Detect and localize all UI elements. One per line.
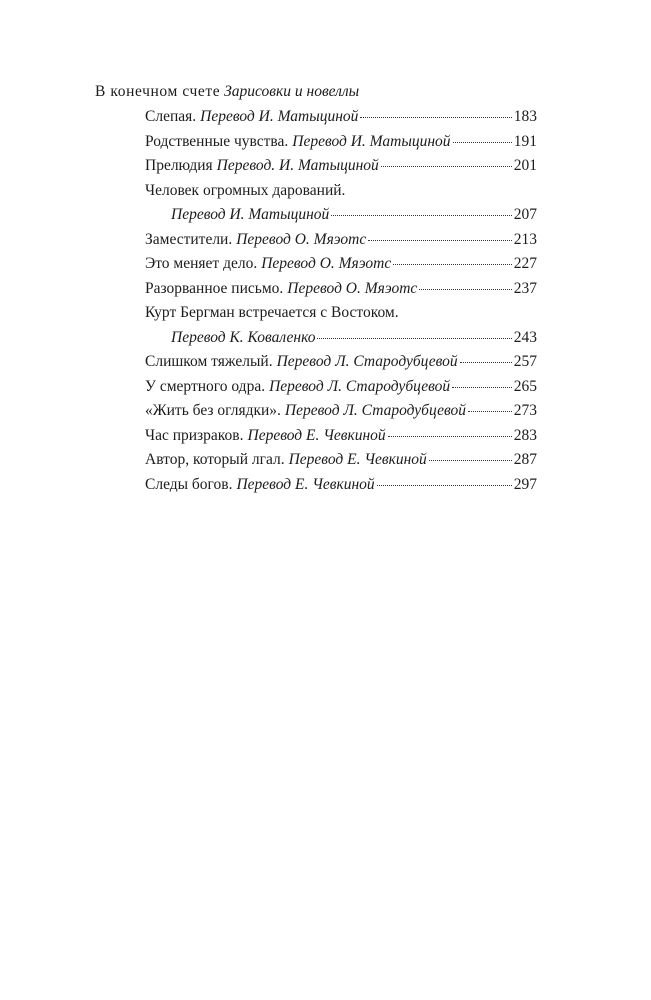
entry-translator: Перевод Л. Стародубцевой	[269, 377, 451, 395]
entry-page-number: 297	[513, 475, 537, 493]
entry-translator: Перевод Е. Чевкиной	[288, 451, 427, 468]
toc-entry-4-line-1	[145, 179, 537, 204]
entry-title: Слепая.	[145, 108, 197, 125]
entry-page-number: 273	[513, 402, 537, 419]
entry-title: «Жить без оглядки».	[145, 402, 281, 419]
entry-translator: Перевод Л. Стародубцевой	[284, 402, 466, 419]
entry-page-number: 201	[513, 157, 537, 174]
entry-title: Прелюдия	[145, 157, 213, 174]
entry-title: Слишком тяжелый.	[145, 353, 273, 370]
toc-entry-5	[145, 228, 537, 253]
section-subtitle: Зарисовки и новеллы	[224, 83, 360, 100]
section-heading	[95, 81, 359, 103]
entry-page-number: 283	[513, 426, 537, 444]
entry-translator: Перевод Л. Стародубцевой	[276, 353, 458, 370]
dot-leader	[381, 166, 512, 167]
dot-leader	[331, 215, 511, 216]
toc-entry-10	[145, 375, 537, 400]
toc-entry-12	[145, 424, 537, 449]
entry-title: Человек огромных дарований.	[145, 181, 346, 199]
entry-translator: Перевод К. Коваленко	[171, 328, 316, 346]
entry-translator: Перевод О. Мяэотс	[261, 255, 392, 272]
entry-page-number: 287	[513, 451, 537, 468]
entry-page-number: 243	[513, 328, 537, 346]
entry-title: Заместители.	[145, 230, 233, 248]
dot-leader	[419, 289, 511, 290]
entry-title: Разорванное письмо.	[145, 279, 284, 297]
entry-translator: Перевод. И. Матыциной	[216, 157, 379, 174]
entry-translator: Перевод Е. Чевкиной	[247, 426, 386, 444]
entry-page-number: 257	[513, 353, 537, 370]
toc-entry-3	[145, 154, 537, 179]
entry-page-number: 183	[513, 108, 537, 125]
dot-leader	[460, 362, 512, 363]
entry-page-number: 191	[513, 132, 537, 150]
entry-title: Это меняет дело.	[145, 255, 258, 272]
section-title: В конечном счете	[95, 83, 221, 100]
entry-title: Курт Бергман встречается с Востоком.	[145, 304, 399, 321]
toc-entry-14	[145, 473, 537, 498]
entry-translator: Перевод И. Матыциной	[171, 206, 330, 223]
entry-translator: Перевод О. Мяэотс	[236, 230, 367, 248]
entry-translator: Перевод И. Матыциной	[292, 132, 451, 150]
entry-title: У смертного одра.	[145, 377, 266, 395]
entry-translator: Перевод О. Мяэотс	[287, 279, 418, 297]
dot-leader	[388, 436, 512, 437]
table-of-contents	[145, 105, 537, 497]
entry-page-number: 227	[513, 255, 537, 272]
entry-translator: Перевод И. Матыциной	[200, 108, 359, 125]
dot-leader	[377, 485, 512, 486]
entry-title: Автор, который лгал.	[145, 451, 285, 468]
toc-entry-7	[145, 277, 537, 302]
dot-leader	[453, 142, 512, 143]
dot-leader	[468, 411, 512, 412]
entry-page-number: 265	[513, 377, 537, 395]
toc-entry-11	[145, 399, 537, 424]
dot-leader	[393, 264, 512, 265]
dot-leader	[429, 460, 512, 461]
toc-entry-8-line-2	[145, 326, 537, 351]
entry-title: Час призраков.	[145, 426, 244, 444]
entry-translator: Перевод Е. Чевкиной	[236, 475, 375, 493]
entry-page-number: 237	[513, 279, 537, 297]
toc-entry-1	[145, 105, 537, 130]
toc-entry-9	[145, 350, 537, 375]
dot-leader	[317, 338, 511, 339]
dot-leader	[368, 240, 512, 241]
entry-page-number: 213	[513, 230, 537, 248]
entry-title: Родственные чувства.	[145, 132, 289, 150]
toc-entry-8-line-1	[145, 301, 537, 326]
entry-page-number: 207	[513, 206, 537, 223]
dot-leader	[452, 387, 512, 388]
toc-entry-2	[145, 130, 537, 155]
toc-entry-6	[145, 252, 537, 277]
toc-entry-4-line-2	[145, 203, 537, 228]
toc-entry-13	[145, 448, 537, 473]
entry-title: Следы богов.	[145, 475, 233, 493]
dot-leader	[360, 117, 511, 118]
